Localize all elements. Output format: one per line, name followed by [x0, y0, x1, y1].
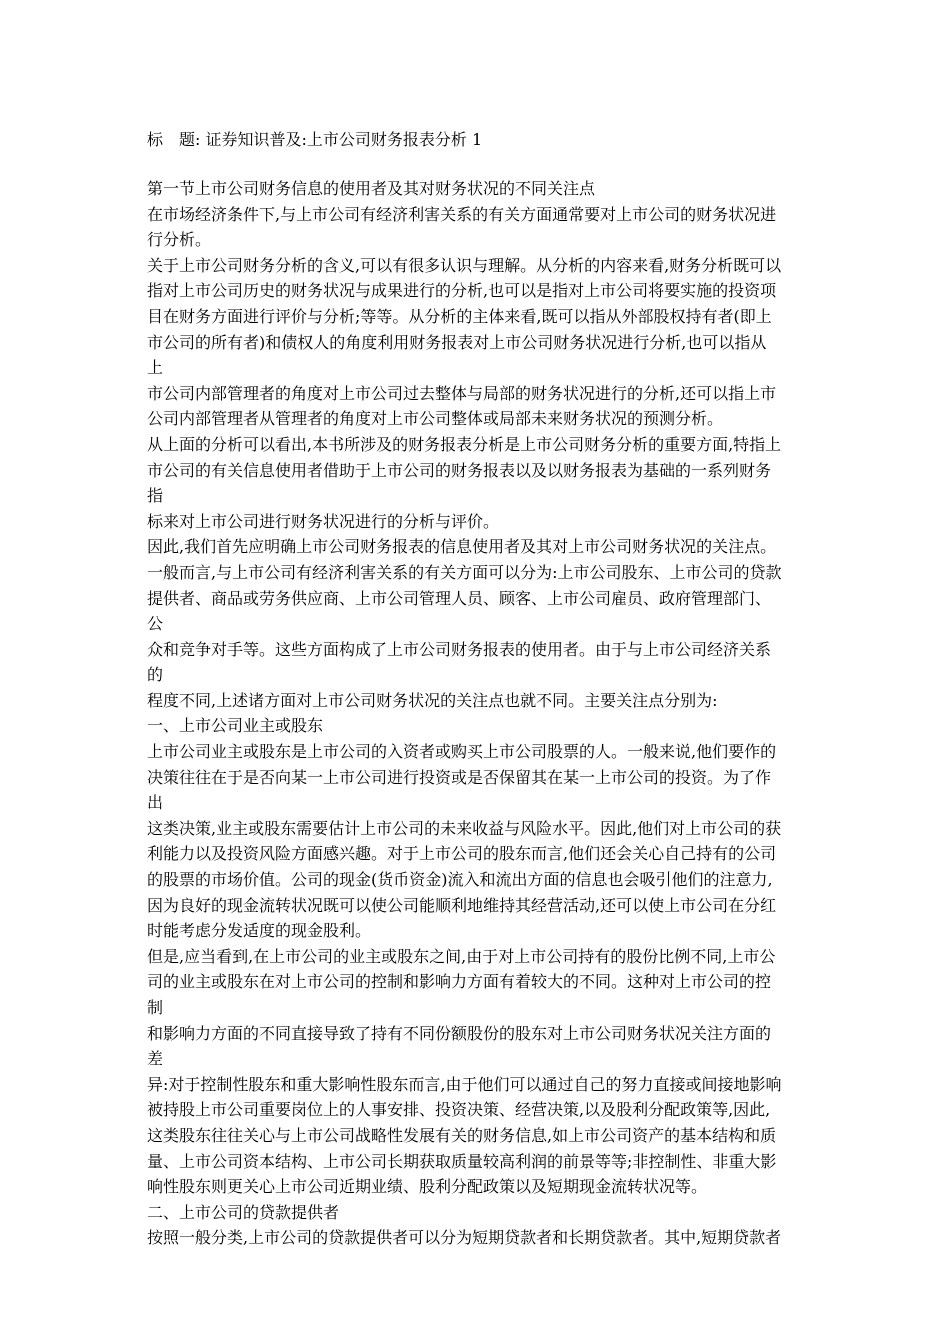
text-line: 响性股东则更关心上市公司近期业绩、股利分配政策以及短期现金流转状况等。 [147, 1177, 708, 1197]
text-line: 指 [147, 486, 164, 506]
text-line: 公司内部管理者从管理者的角度对上市公司整体或局部未来财务状况的预测分析。 [147, 409, 724, 429]
text-line: 在市场经济条件下,与上市公司有经济利害关系的有关方面通常要对上市公司的财务状况进 [147, 204, 777, 224]
text-line: 差 [147, 1049, 164, 1069]
text-line: 但是,应当看到,在上市公司的业主或股东之间,由于对上市公司持有的股份比例不同,上市公 [147, 946, 776, 966]
title-spacer [147, 154, 815, 176]
text-line: 一、上市公司业主或股东 [147, 716, 324, 736]
text-line: 关于上市公司财务分析的含义,可以有很多认识与理解。从分析的内容来看,财务分析既可以 [147, 255, 782, 275]
text-line: 市公司内部管理者的角度对上市公司过去整体与局部的财务状况进行的分析,还可以指上市 [147, 383, 777, 403]
text-line: 市公司的有关信息使用者借助于上市公司的财务报表以及以财务报表为基础的一系列财务 [147, 460, 772, 480]
text-line: 一般而言,与上市公司有经济利害关系的有关方面可以分为:上市公司股东、上市公司的贷款 [147, 562, 782, 582]
text-line: 上市公司业主或股东是上市公司的入资者或购买上市公司股票的人。一般来说,他们要作的 [147, 742, 777, 762]
text-line: 市公司的所有者)和债权人的角度利用财务报表对上市公司财务状况进行分析,也可以指从 [147, 332, 767, 352]
text-line: 行分析。 [147, 230, 212, 250]
text-line: 决策往往在于是否向某一上市公司进行投资或是否保留其在某一上市公司的投资。为了作 [147, 767, 772, 787]
text-line: 公 [147, 614, 164, 634]
text-line: 出 [147, 793, 164, 813]
paragraph-lines [147, 176, 815, 1251]
text-line: 量、上市公司资本结构、上市公司长期获取质量较高利润的前景等等;非控制性、非重大影 [147, 1151, 777, 1171]
text-line: 司的业主或股东在对上市公司的控制和影响力方面有着较大的不同。这种对上市公司的控 [147, 972, 772, 992]
text-line: 程度不同,上述诸方面对上市公司财务状况的关注点也就不同。主要关注点分别为: [147, 690, 718, 710]
document-body [147, 126, 815, 1251]
text-line: 的 [147, 665, 164, 685]
text-line: 目在财务方面进行评价与分析;等等。从分析的主体来看,既可以指从外部股权持有者(即上 [147, 306, 772, 326]
text-line: 按照一般分类,上市公司的贷款提供者可以分为短期贷款者和长期贷款者。其中,短期贷款者 [147, 1228, 782, 1248]
text-line: 被持股上市公司重要岗位上的人事安排、投资决策、经营决策,以及股利分配政策等,因此, [147, 1100, 771, 1120]
text-line: 二、上市公司的贷款提供者 [147, 1202, 340, 1222]
text-line: 这类股东往往关心与上市公司战略性发展有关的财务信息,如上市公司资产的基本结构和质 [147, 1125, 777, 1145]
text-line: 因此,我们首先应明确上市公司财务报表的信息使用者及其对上市公司财务状况的关注点。 [147, 537, 777, 557]
text-line: 标来对上市公司进行财务状况进行的分析与评价。 [147, 511, 500, 531]
text-line: 第一节上市公司财务信息的使用者及其对财务状况的不同关注点 [147, 179, 596, 198]
text-line: 利能力以及投资风险方面感兴趣。对于上市公司的股东而言,他们还会关心自己持有的公司 [147, 844, 777, 864]
text-line: 指对上市公司历史的财务状况与成果进行的分析,也可以是指对上市公司将要实施的投资项 [147, 281, 777, 301]
text-line: 因为良好的现金流转状况既可以使公司能顺利地维持其经营活动,还可以使上市公司在分红 [147, 895, 777, 915]
text-line: 的股票的市场价值。公司的现金(货币资金)流入和流出方面的信息也会吸引他们的注意力, [147, 870, 773, 890]
text-line: 制 [147, 998, 164, 1017]
text-line: 时能考虑分发适度的现金股利。 [147, 921, 372, 941]
text-line: 从上面的分析可以看出,本书所涉及的财务报表分析是上市公司财务分析的重要方面,特指上 [147, 434, 782, 454]
text-line: 和影响力方面的不同直接导致了持有不同份额股份的股东对上市公司财务状况关注方面的 [147, 1023, 772, 1043]
text-line: 异:对于控制性股东和重大影响性股东而言,由于他们可以通过自己的努力直接或间接地影响 [147, 1074, 782, 1094]
text-line: 上 [147, 358, 164, 378]
text-line: 众和竞争对手等。这些方面构成了上市公司财务报表的使用者。由于与上市公司经济关系 [147, 639, 772, 659]
text-line: 这类决策,业主或股东需要估计上市公司的未来收益与风险水平。因此,他们对上市公司的获 [147, 818, 782, 838]
document-title: 标 题: 证券知识普及:上市公司财务报表分析 1 [147, 130, 483, 149]
text-line: 提供者、商品或劳务供应商、上市公司管理人员、顾客、上市公司雇员、政府管理部门、 [147, 588, 772, 608]
